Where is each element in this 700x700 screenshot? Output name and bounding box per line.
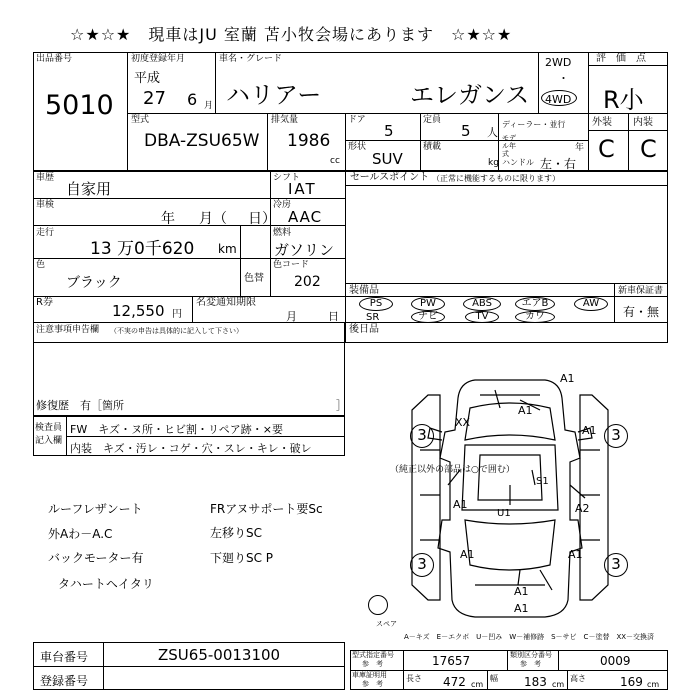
- color-label: 色: [36, 260, 46, 270]
- exterior-label: 外装: [592, 117, 612, 128]
- mark-s1: S1: [536, 476, 549, 487]
- diagram-legend: A－キズ E－エクボ U－凹み W－補修跡 S－サビ C－塗替 XX－交換済: [404, 633, 655, 641]
- sales-point-label: セールスポイント: [350, 172, 430, 183]
- capacity-unit: 人: [487, 126, 498, 139]
- km-unit: km: [218, 242, 237, 256]
- drive-4wd: 4WD: [545, 93, 572, 106]
- hand-note-7: 下廻りSC P: [210, 551, 274, 565]
- banner: ☆★☆★ 現車はJU 室蘭 苫小牧会場にあります ☆★☆★: [70, 25, 513, 44]
- eval-score: R小: [603, 86, 644, 114]
- mark-a1-left: A1: [453, 498, 468, 511]
- reg-year: 27: [143, 88, 166, 109]
- shift-label: シフト: [273, 173, 301, 183]
- height-unit: cm: [647, 680, 660, 689]
- mileage-label: 走行: [36, 228, 55, 238]
- shaken-day: 日）: [248, 211, 276, 227]
- displacement-label: 排気量: [271, 115, 299, 125]
- chassis-label: 車台番号: [40, 650, 89, 664]
- mileage: 13 万0千620: [90, 239, 195, 259]
- length: 472: [443, 675, 466, 689]
- mark-a1-front: A1: [518, 404, 533, 417]
- exterior-grade: C: [598, 135, 615, 163]
- hand-note-6: 左移りSC: [210, 526, 262, 540]
- model-year-label: モデル年式: [502, 134, 516, 158]
- doors-label: ドア: [348, 115, 366, 125]
- cert-sub: 参 考: [362, 680, 383, 688]
- mark-a1-top: A1: [560, 372, 575, 385]
- height-label: 高さ: [570, 674, 586, 683]
- inspector-label: 検査員: [35, 423, 63, 433]
- notes-label: 注意事項申告欄: [36, 325, 100, 335]
- shaken-month: 月（: [199, 211, 227, 227]
- eval-label: 評 価 点: [596, 53, 646, 64]
- hand-note-2: 外Aわ－A.C: [48, 527, 113, 541]
- capacity-label: 定員: [423, 115, 442, 125]
- interior-grade: C: [640, 135, 657, 163]
- mark-a1-bottom: A1: [514, 602, 529, 615]
- mark-a1-rear: A1: [514, 585, 529, 598]
- equip-sr: SR: [366, 312, 380, 323]
- mark-a1-rr: A1: [568, 548, 583, 561]
- shaken-year: 年: [161, 211, 175, 227]
- color-code: 202: [294, 274, 321, 290]
- capacity: 5: [461, 122, 471, 140]
- reg-no-label: 登録番号: [40, 674, 89, 688]
- repair-label: 修復歴 有［箇所: [36, 399, 124, 412]
- lot-label: 出品番号: [36, 54, 73, 64]
- inspection-row1: FW キズ・ヌ所・ヒビ割・リペア跡・×要: [70, 423, 283, 436]
- category-sub: 参 考: [520, 660, 541, 668]
- circled-3-fl: 3: [410, 424, 434, 448]
- equip-ps: PS: [359, 297, 393, 311]
- history: 自家用: [66, 180, 112, 198]
- first-reg-label: 初度登録年月: [131, 54, 186, 64]
- circled-3-rr: 3: [604, 553, 628, 577]
- cert-label: 車庫証明用: [352, 671, 387, 679]
- circled-3-rl: 3: [410, 553, 434, 577]
- drive-2wd: 2WD: [545, 56, 572, 69]
- rear-seat-label: 後日品: [349, 324, 379, 335]
- inspection-row2: 内装 キズ・汚レ・コゲ・穴・スレ・キレ・破レ: [70, 442, 312, 455]
- equip-kawa: カワ: [515, 311, 555, 323]
- shaken-label: 車検: [36, 200, 55, 210]
- spare-tire-icon: [368, 595, 388, 615]
- hand-note-5: FRアヌサポート要Sc: [210, 502, 323, 516]
- equip-airbag: エアB: [515, 297, 555, 311]
- category-label: 類別区分番号: [510, 651, 552, 659]
- displacement: 1986: [287, 131, 331, 151]
- notes-sub: （不実の申告は具体的に記入して下さい）: [110, 327, 243, 335]
- year-unit: 年: [575, 143, 585, 153]
- name-grade-label: 車名・グレード: [219, 54, 283, 64]
- width: 183: [524, 675, 547, 689]
- warranty: 有・無: [623, 305, 660, 319]
- mark-xx: XX: [455, 416, 471, 429]
- handle-label: ハンドル: [502, 158, 534, 167]
- car-name: ハリアー: [226, 81, 322, 109]
- model-label: 型式: [131, 115, 150, 125]
- deadline-day: 日: [328, 310, 339, 323]
- dealer-label: ディーラー・並行: [502, 120, 566, 129]
- reg-month: 6: [187, 90, 198, 109]
- entry-label: 記入欄: [35, 436, 63, 446]
- interior-label: 内装: [633, 117, 653, 128]
- doors: 5: [384, 122, 394, 140]
- hand-note-4: タハートヘイタリ: [58, 577, 154, 591]
- ac: AAC: [288, 208, 323, 226]
- ac-label: 冷房: [273, 200, 292, 210]
- fuel: ガソリン: [274, 241, 335, 259]
- width-label: 幅: [490, 674, 498, 683]
- warranty-label: 新車保証書: [618, 286, 664, 296]
- kg-unit: kg: [488, 158, 499, 168]
- width-unit: cm: [552, 680, 565, 689]
- equipment-label: 装備品: [349, 285, 379, 296]
- drive-dot: ・: [558, 72, 569, 85]
- mark-a1-right: A1: [582, 424, 597, 437]
- load-label: 積載: [423, 142, 442, 152]
- color-change-label: 色替: [244, 273, 264, 284]
- category: 0009: [600, 654, 631, 668]
- length-label: 長さ: [406, 674, 422, 683]
- grade: エレガンス: [410, 81, 530, 109]
- equip-tv: TV: [465, 311, 499, 323]
- cc-unit: cc: [330, 156, 340, 166]
- chassis-number: ZSU65-0013100: [158, 646, 281, 664]
- type-spec: 17657: [432, 654, 471, 668]
- month-unit: 月: [204, 101, 214, 111]
- car-diagram: [400, 370, 620, 625]
- color-code-label: 色コード: [273, 260, 310, 270]
- handle: 左・右: [540, 157, 577, 171]
- type-spec-label: 型式指定番号: [352, 651, 394, 659]
- equip-navi: ナビ: [411, 311, 445, 323]
- history-label: 車歴: [36, 173, 55, 183]
- hand-note-1: ルーフレザンート: [48, 502, 143, 516]
- equip-aw: AW: [574, 297, 608, 311]
- shape: SUV: [372, 150, 403, 168]
- equip-abs: ABS: [463, 297, 501, 311]
- header-block: [33, 52, 668, 171]
- deadline-label: 名変通知期限: [196, 297, 256, 308]
- shape-label: 形状: [348, 142, 367, 152]
- mark-u1: U1: [497, 508, 511, 519]
- color: ブラック: [66, 275, 122, 291]
- circled-3-fr: 3: [604, 424, 628, 448]
- length-unit: cm: [471, 680, 484, 689]
- lot-number: 5010: [45, 90, 114, 121]
- hand-note-3: バックモーター有: [48, 551, 144, 565]
- mark-a2-right: A2: [575, 502, 590, 515]
- era: 平成: [134, 71, 161, 86]
- deadline-month: 月: [286, 310, 297, 323]
- model: DBA-ZSU65W: [144, 131, 260, 151]
- shift: IAT: [288, 180, 317, 198]
- mark-a1-rl: A1: [460, 548, 475, 561]
- spare-label: スペア: [376, 620, 397, 628]
- drive-4wd-circle: [541, 90, 577, 106]
- type-spec-sub: 参 考: [362, 660, 383, 668]
- sales-point-note: （正常に機能するものに限ります）: [432, 174, 560, 183]
- repair-bracket-close: ］: [336, 399, 347, 412]
- fuel-label: 燃料: [273, 228, 292, 238]
- diagram-title: （純正以外の部品は○で囲む）: [390, 465, 515, 475]
- height: 169: [620, 675, 643, 689]
- yen-unit: 円: [172, 309, 182, 320]
- r-ken: 12,550: [112, 302, 165, 320]
- equip-pw: PW: [411, 297, 445, 311]
- r-ken-label: R券: [36, 297, 53, 308]
